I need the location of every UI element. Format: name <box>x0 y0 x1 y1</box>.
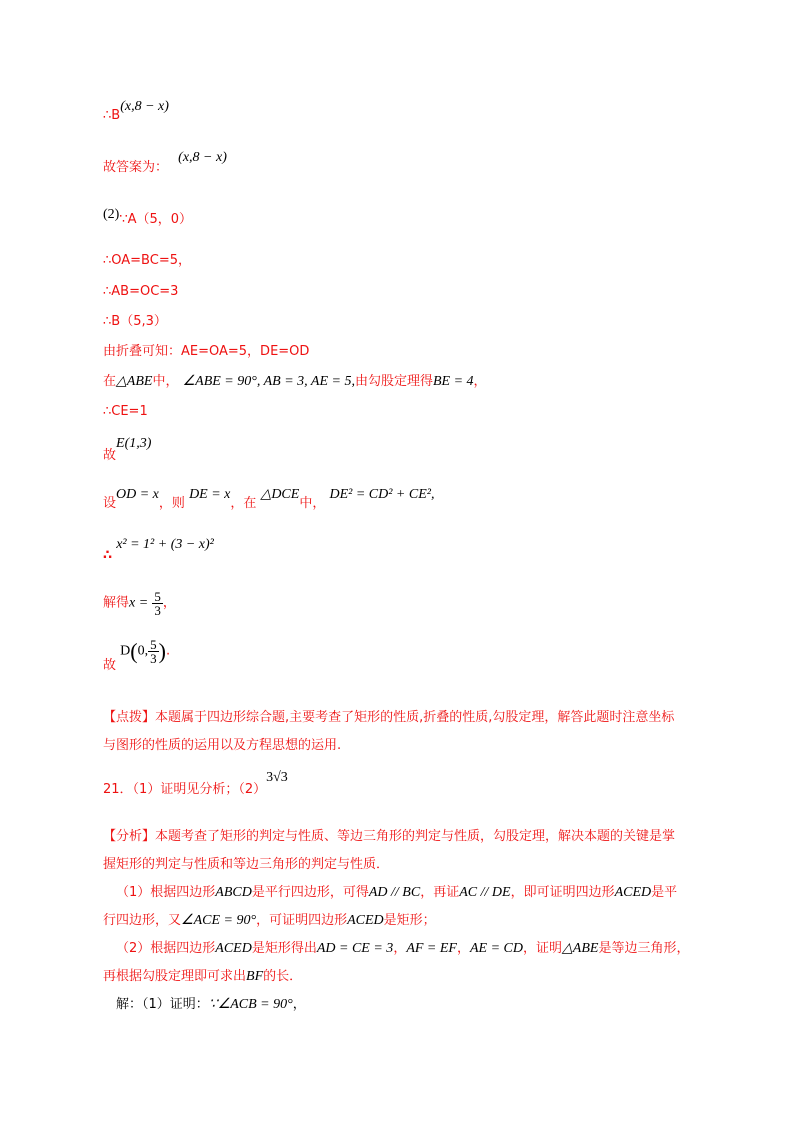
math-angle-acb: ∵∠ACB = 90° <box>208 997 293 1012</box>
tip-line2: 与图形的性质的运用以及方程思想的运用. <box>103 738 342 753</box>
line-e-point <box>103 436 152 463</box>
paren-left: ( <box>130 638 138 664</box>
text-zai: 在 <box>103 374 117 389</box>
line-set-od <box>103 487 435 511</box>
text-she: 设 <box>103 496 117 511</box>
math-de-squared: DE² = CD² + CE², <box>329 487 435 502</box>
p1-text-c: ，再证 <box>420 885 460 900</box>
p1-text-e: 是平 <box>651 885 678 900</box>
q21-answer <box>103 770 288 798</box>
math-d: D <box>120 643 131 659</box>
tip-paragraph <box>103 704 703 760</box>
text-gu2: 故 <box>103 658 117 673</box>
line-pythag-abe <box>103 374 487 390</box>
p2-text-f: 是等边三角形， <box>598 941 690 956</box>
paren-right: ) <box>158 638 166 664</box>
math-angle-ace: ∠ACE = 90° <box>181 913 257 928</box>
line-oa-bc: ∴OA=BC=5， <box>103 253 191 268</box>
line-equation <box>103 537 214 563</box>
therefore-b: ∴B <box>103 108 121 123</box>
text-comma: ， <box>473 374 487 389</box>
text-period: . <box>165 643 171 659</box>
p2-text-c: ， <box>393 941 407 956</box>
line-ab-oc: ∴AB=OC=3 <box>103 284 179 299</box>
p1-text-a: （1）根据四边形 <box>116 885 216 900</box>
math-aced-2: ACED <box>347 913 384 928</box>
part2-num: (2) <box>103 207 120 222</box>
math-abe-values: ∠ABE = 90°, AB = 3, AE = 5, <box>182 374 355 389</box>
p2-text-d: ， <box>456 941 470 956</box>
math-3-root3: 3√3 <box>266 770 288 785</box>
math-x-equals: x = <box>129 595 149 611</box>
solution-text: 解：（1）证明： <box>116 997 209 1012</box>
frac-den: 3 <box>154 603 161 618</box>
math-be: BE = 4 <box>432 374 474 389</box>
line-solve <box>103 590 176 617</box>
math-ad-ce-3: AD = CE = 3 <box>316 941 394 956</box>
p1-text-d: ，即可证明四边形 <box>510 885 615 900</box>
text-pythag: 由勾股定理得 <box>354 374 433 389</box>
math-aced: ACED <box>614 885 652 900</box>
p1b-text-c: 是矩形； <box>383 913 436 928</box>
math-e-coord: E(1,3) <box>116 436 152 451</box>
text-gu: 故 <box>103 448 117 463</box>
math-tri-abe-2: △ABE <box>562 941 599 956</box>
math-x-squared: x² = 1² + (3 − x)² <box>116 537 214 552</box>
p2-text-e: ，证明 <box>523 941 563 956</box>
math-bf: BF <box>246 969 264 984</box>
text-zai2: ，在 <box>230 496 257 511</box>
analysis-line1: 本题考查了矩形的判定与性质、等边三角形的判定与性质，勾股定理，解决本题的关键是掌 <box>155 829 676 844</box>
text-jiede: 解得 <box>103 595 130 611</box>
math-abcd: ABCD <box>215 885 252 900</box>
line-ce: ∴CE=1 <box>103 404 148 419</box>
analysis-line2: 握矩形的判定与性质和等边三角形的判定与性质． <box>103 857 390 872</box>
math-zero: 0, <box>137 643 149 659</box>
therefore-symbol: ∴ <box>103 548 113 563</box>
analysis-label: 【分析】 <box>103 829 156 844</box>
q21-text: 21．（1）证明见分析；（2） <box>103 782 267 797</box>
math-ad-parallel-bc: AD // BC <box>368 885 421 900</box>
text-comma2: ， <box>162 595 176 611</box>
math-ac-parallel-de: AC // DE <box>459 885 511 900</box>
fraction-five-thirds-d <box>148 638 159 665</box>
math-answer: (x,8 − x) <box>178 150 227 165</box>
tip-line1: 本题属于四边形综合题,主要考查了矩形的性质,折叠的性质,勾股定理，解答此题时注意坐标 <box>155 710 675 725</box>
p1b-text-b: ，可证明四边形 <box>256 913 348 928</box>
p2-text-b: 是矩形得出 <box>251 941 317 956</box>
p2b-text-b: 的长． <box>263 969 303 984</box>
line-d-point <box>103 637 171 673</box>
math-af-ef: AF = EF <box>406 941 457 956</box>
line-answer <box>103 150 227 176</box>
tip-label: 【点拨】 <box>103 710 156 725</box>
math-b-coord: (x,8 − x) <box>120 99 169 114</box>
text-ze: ，则 <box>158 496 185 511</box>
since-a: ∵A（5，0） <box>119 212 193 227</box>
math-tri-abe: △ABE <box>116 374 153 389</box>
p2b-text-a: 再根据勾股定理即可求出 <box>103 969 247 984</box>
math-aced-3: ACED <box>215 941 252 956</box>
text-zhong: 中， <box>152 374 179 389</box>
line-b-coordinate <box>103 99 169 124</box>
solution-comma: ， <box>292 997 306 1012</box>
math-ae-cd: AE = CD <box>470 941 523 956</box>
math-de-x: DE = x <box>189 487 231 502</box>
line-fold: 由折叠可知：AE=OA=5，DE=OD <box>103 344 310 359</box>
answer-label: 故答案为： <box>103 160 169 175</box>
p1b-text-a: 行四边形，又 <box>103 913 182 928</box>
line-b-point: ∴B（5,3） <box>103 314 167 329</box>
frac-den-d: 3 <box>150 651 157 666</box>
frac-num-d: 5 <box>150 637 157 652</box>
p1-text-b: 是平行四边形，可得 <box>251 885 369 900</box>
analysis-paragraph <box>103 823 703 1019</box>
math-od-x: OD = x <box>116 487 159 502</box>
p2-text-a: （2）根据四边形 <box>116 941 216 956</box>
fraction-five-thirds <box>152 590 163 617</box>
math-tri-dce: △DCE <box>260 487 300 502</box>
frac-num: 5 <box>154 589 161 604</box>
text-zhong2: 中， <box>299 496 326 511</box>
line-part2 <box>103 207 193 228</box>
